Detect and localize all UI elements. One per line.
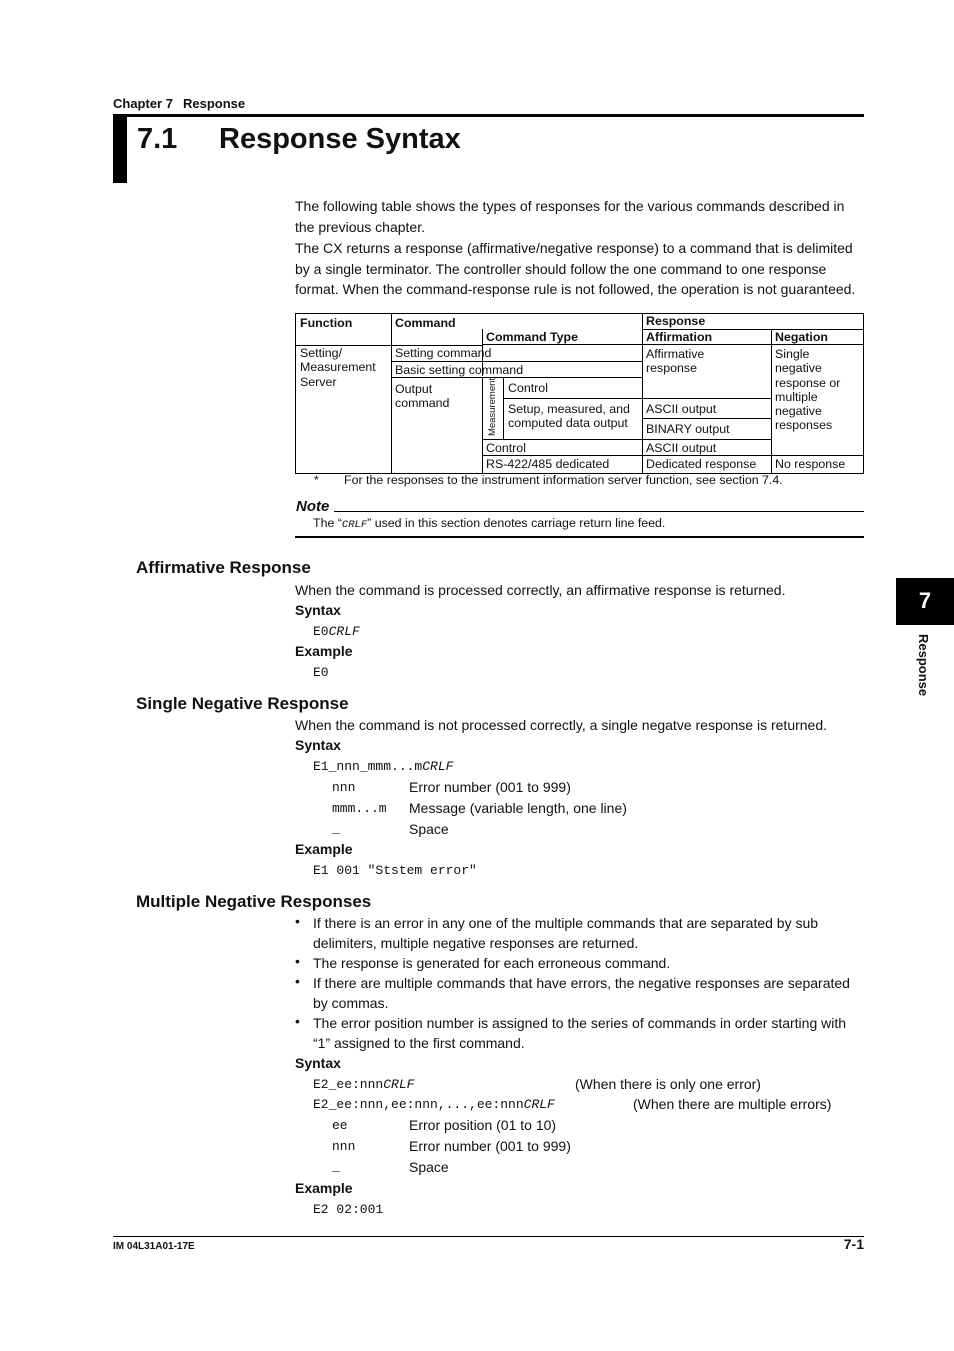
affirmative-example-code: E0 xyxy=(313,665,329,680)
cell-ascii-output: ASCII output xyxy=(646,402,717,416)
syntax-1-note: (When there is only one error) xyxy=(575,1076,761,1092)
cell-control: Control xyxy=(508,381,548,395)
cell-dedicated-response: Dedicated response xyxy=(646,457,757,471)
bullet-marker: • xyxy=(295,973,300,989)
footer-rule xyxy=(113,1236,864,1237)
syntax-1-crlf: CRLF xyxy=(383,1077,415,1092)
heading-multiple-negative-responses: Multiple Negative Responses xyxy=(136,892,372,911)
chapter-title: Response xyxy=(182,96,246,111)
chapter-tab-label: Response xyxy=(916,634,931,697)
note-text-pre: The “ xyxy=(313,516,342,530)
col-header-command: Command xyxy=(395,316,456,330)
def-term: ee xyxy=(332,1118,348,1133)
chapter-label: Chapter 7 xyxy=(113,96,173,111)
note-rule-bottom xyxy=(295,536,864,538)
cell-measurement xyxy=(484,378,502,438)
def-desc: Space xyxy=(409,1159,449,1175)
cell-negation: Single negative response or multiple negative responses xyxy=(775,347,841,433)
chapter-header xyxy=(113,96,245,111)
bullet-item: The error position number is assigned to the series of commands in order starting with “1” assigned to the first command. xyxy=(313,1015,847,1051)
def-term: mmm...m xyxy=(332,801,387,816)
cell-basic-setting-command: Basic setting command xyxy=(395,363,524,377)
bullet-marker: • xyxy=(295,913,300,929)
single-negative-syntax-label: Syntax xyxy=(295,737,341,753)
footnote-mark: * xyxy=(314,473,319,487)
single-negative-syntax-cmd: E1_nnn_mmm...m xyxy=(313,759,423,774)
cell-control-2: Control xyxy=(486,441,526,455)
col-header-function: Function xyxy=(300,316,353,330)
cell-output-command: Output command xyxy=(395,382,450,411)
multiple-negative-syntax-1 xyxy=(313,1077,414,1092)
section-number: 7.1 xyxy=(137,123,178,155)
affirmative-example-label: Example xyxy=(295,643,353,659)
single-negative-syntax-crlf: CRLF xyxy=(422,759,454,774)
def-desc: Error number (001 to 999) xyxy=(409,779,571,795)
bullet-item: The response is generated for each erroneous command. xyxy=(313,955,671,971)
header-rule xyxy=(113,114,864,117)
multiple-negative-syntax-label: Syntax xyxy=(295,1055,341,1071)
note-label: Note xyxy=(296,498,330,515)
def-desc: Message (variable length, one line) xyxy=(409,800,627,816)
affirmative-syntax-cmd: E0 xyxy=(313,624,329,639)
cell-affirmative-response: Affirmative response xyxy=(646,347,705,376)
page-number: 7-1 xyxy=(843,1236,864,1252)
affirmative-syntax-label: Syntax xyxy=(295,602,341,618)
def-desc: Error number (001 to 999) xyxy=(409,1138,571,1154)
col-header-command-type: Command Type xyxy=(486,330,579,344)
page-title: Response Syntax xyxy=(219,123,461,155)
single-negative-example-code: E1 001 "Ststem error" xyxy=(313,863,477,878)
cell-binary-output: BINARY output xyxy=(646,422,730,436)
multiple-negative-syntax-2 xyxy=(313,1097,555,1112)
def-desc: Error position (01 to 10) xyxy=(409,1117,557,1133)
bullet-item: If there is an error in any one of the multiple commands that are separated by sub delimiters, multiple negative responses are returned. xyxy=(313,915,819,951)
measurement-label: Measurement xyxy=(487,378,498,437)
syntax-1-cmd: E2_ee:nnn xyxy=(313,1077,384,1092)
def-term: nnn xyxy=(332,780,356,795)
response-table xyxy=(295,313,864,474)
note-rule-top xyxy=(334,511,864,512)
note-text-post: ” used in this section denotes carriage return line feed. xyxy=(367,516,666,530)
multiple-negative-example-label: Example xyxy=(295,1180,353,1196)
def-term: nnn xyxy=(332,1139,356,1154)
heading-single-negative-response: Single Negative Response xyxy=(136,694,349,713)
cell-function-server: Setting/ Measurement Server xyxy=(300,346,376,389)
bullet-marker: • xyxy=(295,1013,300,1029)
heading-affirmative-response: Affirmative Response xyxy=(136,558,311,577)
title-bar xyxy=(113,114,127,183)
note-crlf-code: CRLF xyxy=(341,519,368,531)
intro-paragraph-2: The CX returns a response (affirmative/negative response) to a command that is delimited by a single terminator. The controller should follow the one command to one response format. When the command-response rule is not followed, the operation is not guaranteed. xyxy=(295,240,856,298)
affirmative-syntax-code xyxy=(313,624,360,639)
syntax-2-cmd: E2_ee:nnn,ee:nnn,...,ee:nnn xyxy=(313,1097,524,1112)
single-negative-syntax-code xyxy=(313,759,453,774)
affirmative-desc: When the command is processed correctly, an affirmative response is returned. xyxy=(295,582,786,598)
syntax-2-note: (When there are multiple errors) xyxy=(633,1096,832,1112)
col-header-negation: Negation xyxy=(775,330,829,344)
col-header-response: Response xyxy=(646,314,706,328)
footer-doc-id: IM 04L31A01-17E xyxy=(113,1241,195,1252)
syntax-2-crlf: CRLF xyxy=(523,1097,555,1112)
def-term: _ xyxy=(332,821,340,836)
def-desc: Space xyxy=(409,821,449,837)
single-negative-example-label: Example xyxy=(295,841,353,857)
cell-rs-dedicated: RS-422/485 dedicated xyxy=(486,457,610,471)
table-footnote: For the responses to the instrument information server function, see section 7.4. xyxy=(344,473,783,487)
note-text xyxy=(313,516,665,531)
multiple-negative-example-code: E2 02:001 xyxy=(313,1202,384,1217)
cell-setting-command: Setting command xyxy=(395,346,492,360)
affirmative-syntax-crlf: CRLF xyxy=(328,624,360,639)
bullet-marker: • xyxy=(295,953,300,969)
def-term: _ xyxy=(332,1159,340,1174)
bullet-item: If there are multiple commands that have errors, the negative responses are separated by commas. xyxy=(313,975,850,1011)
chapter-tab-number: 7 xyxy=(918,588,932,613)
cell-ascii-output-2: ASCII output xyxy=(646,441,717,455)
cell-setup-measured: Setup, measured, and computed data output xyxy=(508,402,630,431)
single-negative-desc: When the command is not processed correctly, a single negatve response is returned. xyxy=(295,717,828,733)
intro-paragraph-1: The following table shows the types of responses for the various commands described in the previous chapter. xyxy=(295,198,845,235)
cell-no-response: No response xyxy=(775,457,846,471)
col-header-affirmation: Affirmation xyxy=(646,330,713,344)
